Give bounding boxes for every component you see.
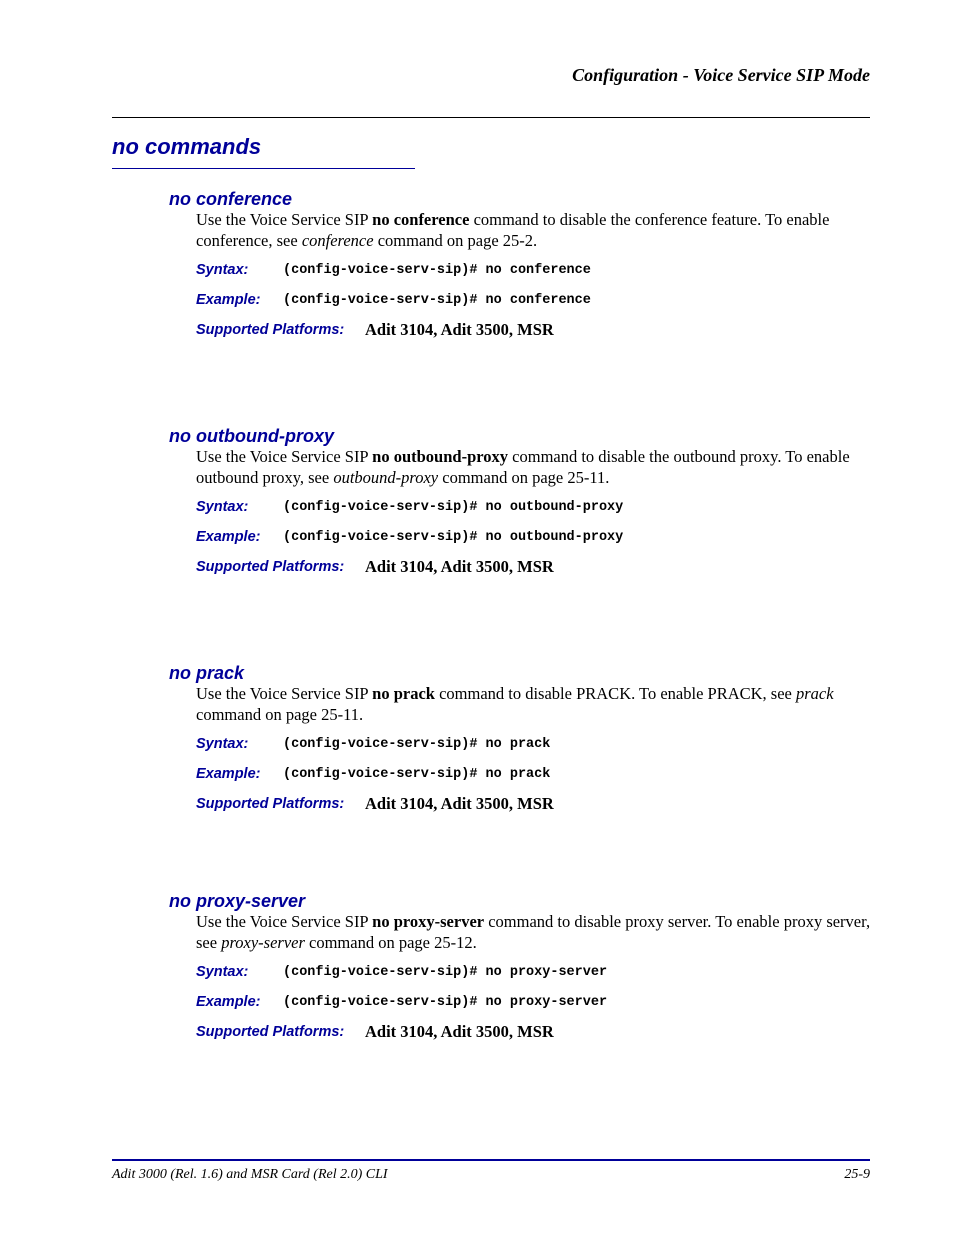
syntax-code: (config-voice-serv-sip)# no prack: [283, 737, 551, 752]
command-title: no prack: [169, 663, 245, 683]
syntax-label: Syntax:: [196, 736, 249, 752]
example-code: (config-voice-serv-sip)# no proxy-server: [283, 995, 608, 1010]
syntax-label: Syntax:: [196, 964, 249, 980]
command-title: no outbound-proxy: [169, 426, 334, 446]
header-rule: [112, 117, 870, 118]
command-description: Use the Voice Service SIP no outbound-proxy command to disable the outbound proxy. To enable outbound proxy, see outbound-proxy command on page 25-11.: [196, 447, 850, 487]
command-description: Use the Voice Service SIP no conference command to disable the conference feature. To enable conference, see conference command on page 25-2.: [196, 210, 830, 250]
platforms-value: Adit 3104, Adit 3500, MSR: [365, 794, 554, 813]
syntax-code: (config-voice-serv-sip)# no conference: [283, 263, 591, 278]
example-label: Example:: [196, 994, 261, 1010]
section-title: no commands: [112, 134, 262, 159]
syntax-label: Syntax:: [196, 262, 249, 278]
platforms-value: Adit 3104, Adit 3500, MSR: [365, 1022, 554, 1041]
platforms-label: Supported Platforms:: [196, 1024, 345, 1040]
platforms-value: Adit 3104, Adit 3500, MSR: [365, 557, 554, 576]
syntax-label: Syntax:: [196, 499, 249, 515]
footer-doc-title: Adit 3000 (Rel. 1.6) and MSR Card (Rel 2.0) CLI: [112, 1167, 388, 1182]
platforms-label: Supported Platforms:: [196, 796, 345, 812]
footer-page-number: 25-9: [844, 1167, 870, 1182]
command-title: no conference: [169, 189, 293, 209]
command-description: Use the Voice Service SIP no proxy-server command to disable proxy server. To enable proxy server, see proxy-server command on page 25-12.: [196, 912, 871, 952]
platforms-label: Supported Platforms:: [196, 559, 345, 575]
example-label: Example:: [196, 529, 261, 545]
running-header: Configuration - Voice Service SIP Mode: [572, 65, 870, 85]
command-title: no proxy-server: [169, 891, 306, 911]
example-label: Example:: [196, 766, 261, 782]
syntax-code: (config-voice-serv-sip)# no proxy-server: [283, 965, 608, 980]
footer-rule: [112, 1159, 870, 1161]
syntax-code: (config-voice-serv-sip)# no outbound-proxy: [283, 500, 624, 515]
example-code: (config-voice-serv-sip)# no prack: [283, 767, 551, 782]
example-code: (config-voice-serv-sip)# no conference: [283, 293, 591, 308]
platforms-value: Adit 3104, Adit 3500, MSR: [365, 320, 554, 339]
section-title-rule: [112, 168, 415, 169]
command-description: Use the Voice Service SIP no prack command to disable PRACK. To enable PRACK, see prack command on page 25-11.: [196, 684, 834, 724]
platforms-label: Supported Platforms:: [196, 322, 345, 338]
example-code: (config-voice-serv-sip)# no outbound-proxy: [283, 530, 624, 545]
example-label: Example:: [196, 292, 261, 308]
